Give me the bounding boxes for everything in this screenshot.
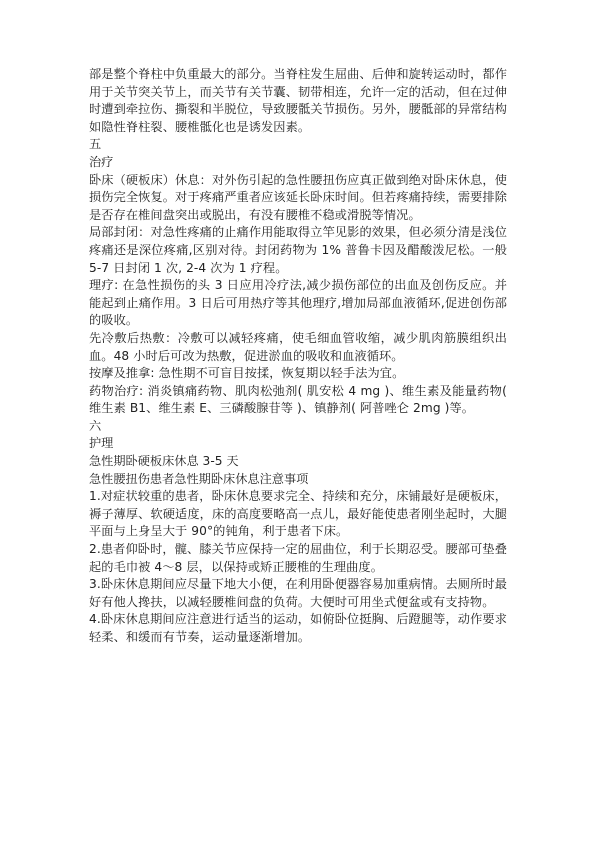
- section6-title: 护理: [89, 436, 114, 451]
- intro-paragraph: 部是整个脊柱中负重最大的部分。当脊柱发生屈曲、后伸和旋转运动时，都作用于关节突关节上，而关节有关节囊、韧带相连，允许一定的活动，但在过伸时遭到牵拉伤、撕裂和半脱位，导致腰骶关节损伤。另外，腰骶部的异常结构如隐性脊柱裂、腰椎骶化也是诱发因素。: [89, 67, 507, 134]
- document-page: [89, 66, 507, 647]
- care-item-4: 4.卧床休息期间应注意进行适当的运动，如俯卧位挺胸、后蹬腿等，动作要求轻柔、和缓而有节奏，运动量逐渐增加。: [89, 612, 507, 644]
- section5-title: 治疗: [89, 154, 114, 169]
- treatment-massage: 按摩及推拿: 急性期不可盲目按揉，恢复期以轻手法为宜。: [89, 366, 405, 381]
- care-item-3: 3.卧床休息期间应尽量下地大小便，在利用卧便器容易加重病情。去厕所时最好有他人搀扶，以减轻腰椎间盘的负荷。大便时可用坐式便盆或有支持物。: [89, 577, 507, 609]
- care-subtitle-precautions: 急性腰扭伤患者急性期卧床休息注意事项: [89, 471, 309, 486]
- treatment-medication: 药物治疗: 消炎镇痛药物、肌肉松弛剂( 肌安松 4 mg )、维生素及能量药物( 维生素 B1、维生素 E、三磷酸腺苷等 )、镇静剂( 阿普唑仑 2mg )等。: [89, 383, 507, 416]
- care-subtitle-rest: 急性期卧硬板床休息 3-5 天: [89, 454, 239, 469]
- section5-number: 五: [89, 137, 102, 152]
- treatment-bed-rest: 卧床（硬板床）休息：对外伤引起的急性腰扭伤应真正做到绝对卧床休息，使损伤完全恢复。对于疼痛严重者应该延长卧床时间。但若疼痛持续，需要排除是否存在椎间盘突出或脱出，有没有腰椎不稳或滑脱等情况。: [89, 172, 507, 222]
- treatment-cold-hot-compress: 先冷敷后热敷：冷敷可以减轻疼痛，使毛细血管收缩，减少肌肉筋膜组织出血。48 小时后可改为热敷，促进淤血的吸收和血液循环。: [89, 330, 507, 363]
- treatment-local-block: 局部封闭：对急性疼痛的止痛作用能取得立竿见影的效果，但必须分清是浅位疼痛还是深位疼痛,区别对待。封闭药物为 1% 普鲁卡因及醋酸泼尼松。一般 5-7 日封闭 1 次, 2-4 次为 1 疗程。: [89, 225, 507, 275]
- care-item-2: 2.患者仰卧时，髋、膝关节应保持一定的屈曲位，利于长期忍受。腰部可垫叠起的毛巾被 4～8 层，以保持或矫正腰椎的生理曲度。: [89, 542, 507, 574]
- section6-number: 六: [89, 418, 102, 433]
- treatment-physiotherapy: 理疗: 在急性损伤的头 3 日应用冷疗法,减少损伤部位的出血及创伤反应。并能起到止痛作用。3 日后可用热疗等其他理疗,增加局部血液循环,促进创伤部的吸收。: [89, 278, 507, 328]
- care-item-1: 1.对症状较重的患者，卧床休息要求完全、持续和充分，床铺最好是硬板床，褥子薄厚、软硬适度，床的高度要略高一点儿，最好能使患者刚坐起时，大腿平面与上身呈大于 90°的钝角，利于患者下床。: [89, 489, 507, 539]
